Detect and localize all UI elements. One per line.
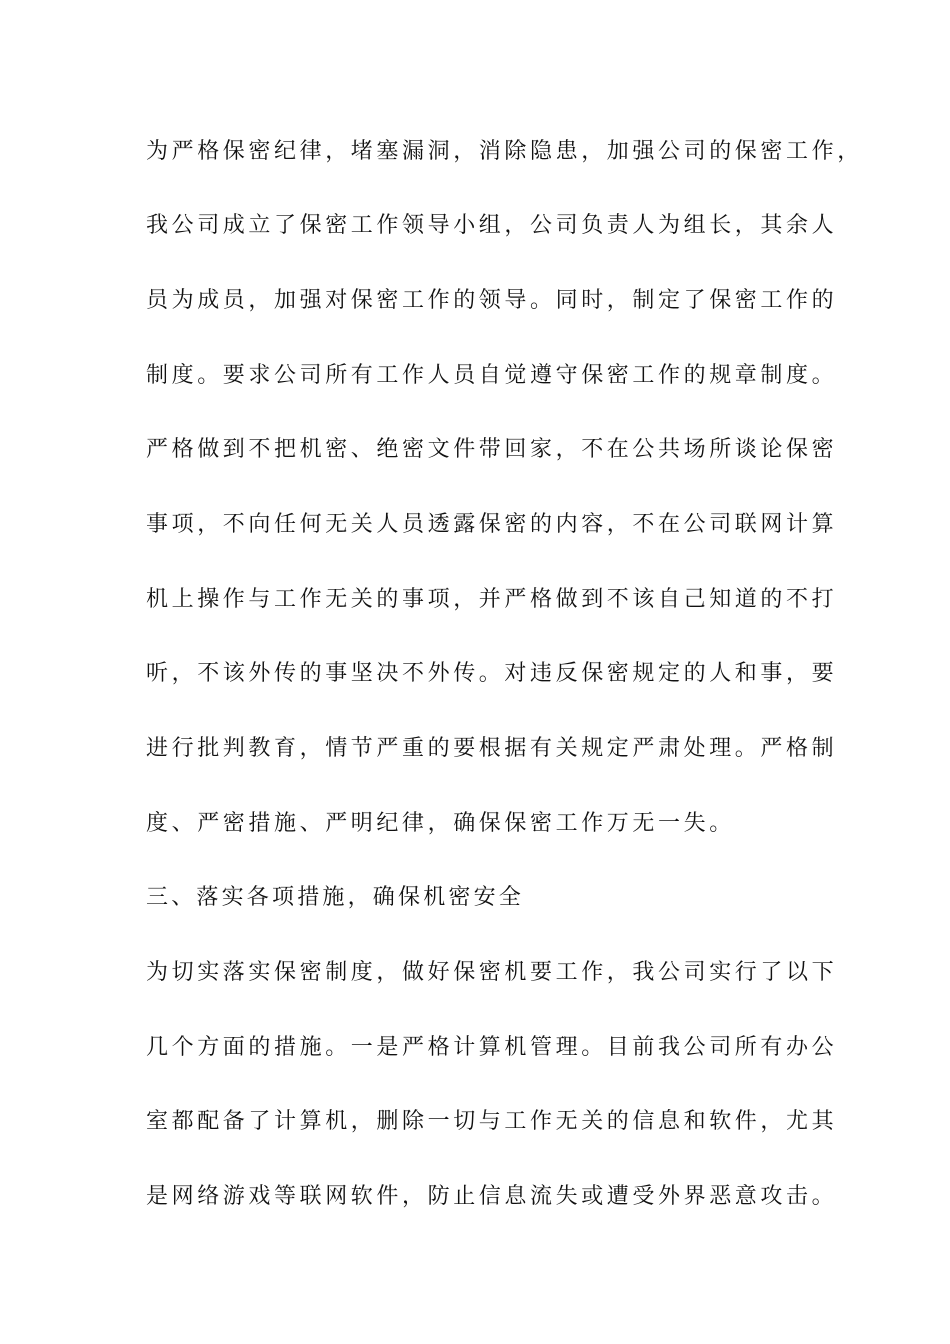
section-heading: 三、落实各项措施，确保机密安全 [146,885,525,910]
text-line: 是网络游戏等联网软件，防止信息流失或遭受外界恶意攻击。 [146,1184,838,1209]
text-line: 室都配备了计算机，删除一切与工作无关的信息和软件，尤其 [146,1109,838,1134]
text-line: 进行批判教育，情节严重的要根据有关规定严肃处理。严格制 [146,736,838,761]
text-line: 听，不该外传的事坚决不外传。对违反保密规定的人和事，要 [146,661,838,686]
text-line: 机上操作与工作无关的事项，并严格做到不该自己知道的不打 [146,587,838,612]
text-line: 几个方面的措施。一是严格计算机管理。目前我公司所有办公 [146,1035,838,1060]
text-line: 为切实落实保密制度，做好保密机要工作，我公司实行了以下 [146,960,838,985]
text-line: 我公司成立了保密工作领导小组，公司负责人为组长，其余人 [146,213,838,238]
text-line: 员为成员，加强对保密工作的领导。同时，制定了保密工作的 [146,288,838,313]
text-line: 事项，不向任何无关人员透露保密的内容，不在公司联网计算 [146,512,838,537]
text-line: 制度。要求公司所有工作人员自觉遵守保密工作的规章制度。 [146,363,838,388]
text-line: 为严格保密纪律，堵塞漏洞，消除隐患，加强公司的保密工作， [146,139,863,164]
text-line: 度、严密措施、严明纪律，确保保密工作万无一失。 [146,811,735,836]
text-line: 严格做到不把机密、绝密文件带回家，不在公共场所谈论保密 [146,437,838,462]
